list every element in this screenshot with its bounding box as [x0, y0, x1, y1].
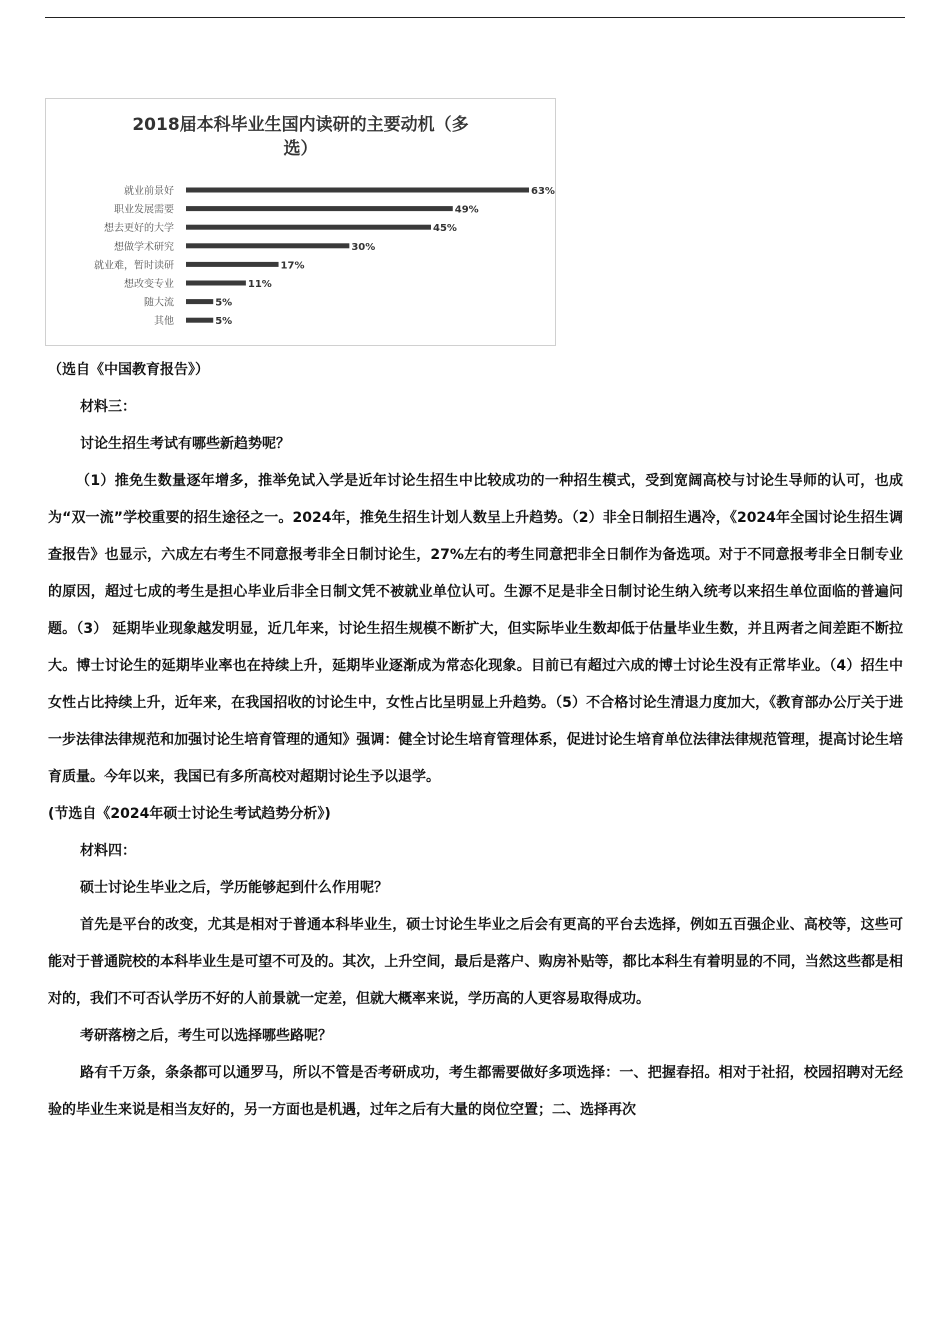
chart-figure: [45, 98, 556, 346]
bar: [186, 262, 279, 267]
value-label: 49%: [454, 204, 479, 216]
material3-question: 讨论生招生考试有哪些新趋势呢？: [80, 436, 290, 452]
bar: [186, 188, 529, 193]
chart-title-line2: 选）: [283, 139, 318, 159]
bar-chart: [46, 99, 557, 347]
value-label: 5%: [215, 316, 233, 328]
source-citation-1: （选自《中国教育报告》）: [48, 362, 209, 378]
value-label: 11%: [247, 279, 272, 290]
material3-body: （1）推免生数量逐年增多，推举免试入学是近年讨论生招生中比较成功的一种招生模式，受到宽阔高校与讨论生导师的认可，也成为“双一流”学校重要的招生途径之一。2024年，推免生招生计划人数呈上升趋势。（2）非全日制招生遇冷，《2024年全国讨论生招生调查报告》也显示，六成左右考生不同意报考非全日制讨论生，27%左右的考生同意把非全日制作为备选项。对于不同意报考非全日制专业的原因，超过七成的考生是担心毕业后非全日制文凭不被就业单位认可。生源不足是非全日制讨论生纳入统考以来招生单位面临的普遍问题。（3） 延期毕业现象越发明显，近几年来，讨论生招生规模不断扩大，但实际毕业生数却低于估量毕业生数，并且两者之间差距不断拉大。博士讨论生的延期毕业率也在持续上升，延期毕业逐渐成为常态化现象。目前已有超过六成的博士讨论生没有正常毕业。（4）招生中女性占比持续上升，近年来，在我国招收的讨论生中，女性占比呈明显上升趋势。（5）不合格讨论生清退力度加大，《教育部办公厅关于进一步法律法律规范和加强讨论生培育管理的通知》强调：健全讨论生培育管理体系，促进讨论生培育单位法律法律规范管理，提高讨论生培育质量。今年以来，我国已有多所高校对超期讨论生予以退学。: [48, 473, 903, 785]
bar: [186, 318, 213, 323]
category-label: 就业前景好: [124, 186, 174, 197]
category-label: 随大流: [144, 297, 174, 309]
material3-label: 材料三：: [80, 399, 136, 415]
category-label: 其他: [154, 316, 174, 328]
value-label: 17%: [280, 260, 305, 272]
source-citation-2: (节选自《2024年硕士讨论生考试趋势分析》): [48, 806, 331, 822]
category-label: 想去更好的大学: [104, 223, 174, 235]
chart-title-line1: 2018届本科毕业生国内读研的主要动机（多: [132, 115, 469, 135]
bar: [186, 243, 349, 248]
category-label: 想做学术研究: [114, 241, 174, 253]
value-label: 5%: [215, 297, 233, 309]
category-label: 就业难，暂时读研: [94, 260, 174, 272]
material4-question2: 考研落榜之后，考生可以选择哪些路呢？: [80, 1028, 332, 1044]
material-text: [48, 352, 903, 1129]
value-label: 63%: [531, 186, 555, 197]
material4-body: 首先是平台的改变，尤其是相对于普通本科毕业生，硕士讨论生毕业之后会有更高的平台去选择，例如五百强企业、高校等，这些可能对于普通院校的本科毕业生是可望不可及的。其次，上升空间，最后是落户、购房补贴等，都比本科生有着明显的不同，当然这些都是相对的，我们不可否认学历不好的人前景就一定差，但就大概率来说，学历高的人更容易取得成功。: [48, 917, 903, 1007]
top-rule: [45, 17, 905, 18]
category-label: 职业发展需要: [114, 204, 174, 216]
material4-body2: 路有千万条，条条都可以通罗马，所以不管是否考研成功，考生都需要做好多项选择：一、把握春招。相对于社招，校园招聘对无经验的毕业生来说是相当友好的，另一方面也是机遇，过年之后有大量的岗位空置；二、选择再次: [48, 1065, 903, 1118]
bar: [186, 225, 431, 230]
bar: [186, 206, 453, 211]
bar: [186, 299, 213, 304]
material4-label: 材料四：: [80, 843, 136, 859]
value-label: 45%: [433, 223, 457, 235]
value-label: 30%: [351, 241, 376, 253]
category-label: 想改变专业: [124, 279, 174, 290]
material4-question: 硕士讨论生毕业之后，学历能够起到什么作用呢？: [80, 880, 388, 896]
bar: [186, 281, 246, 286]
